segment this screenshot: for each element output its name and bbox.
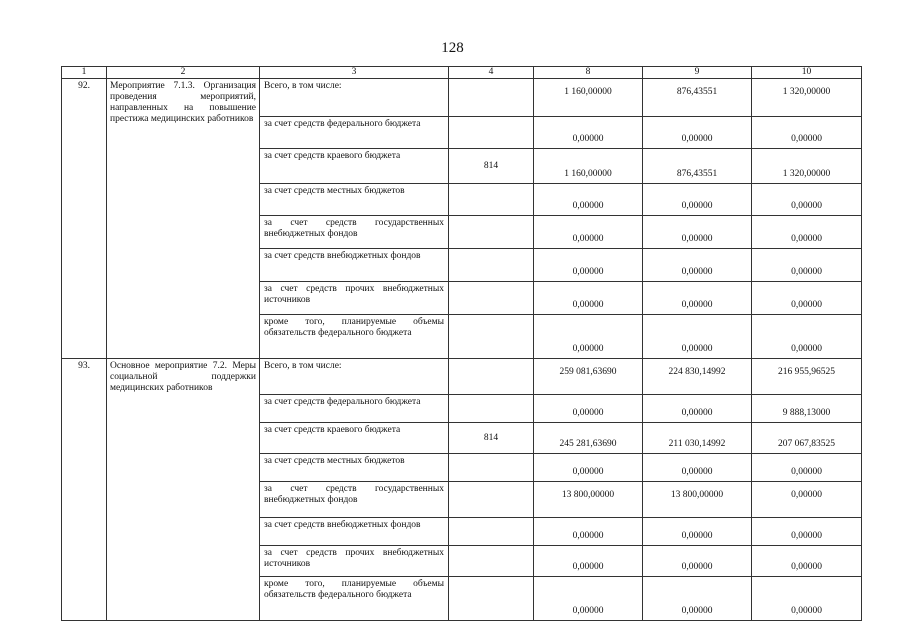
funding-source-label: за счет средств внебюджетных фондов xyxy=(260,249,449,282)
value-col-8: 0,00000 xyxy=(534,577,643,621)
value-col-9: 0,00000 xyxy=(643,282,752,315)
measure-name: Основное мероприятие 7.2. Меры социальной поддержки медицинских работников xyxy=(107,359,260,621)
budget-code: 814 xyxy=(449,423,534,454)
budget-code xyxy=(449,117,534,149)
budget-code xyxy=(449,454,534,482)
value-col-9: 0,00000 xyxy=(643,315,752,359)
value-col-8: 0,00000 xyxy=(534,282,643,315)
row-index: 93. xyxy=(62,359,107,621)
funding-source-label: за счет средств краевого бюджета xyxy=(260,149,449,184)
budget-code xyxy=(449,518,534,546)
value-col-10: 0,00000 xyxy=(752,315,862,359)
value-col-8: 245 281,63690 xyxy=(534,423,643,454)
value-col-10: 0,00000 xyxy=(752,249,862,282)
column-header: 2 xyxy=(107,67,260,79)
value-col-8: 0,00000 xyxy=(534,216,643,249)
column-header: 3 xyxy=(260,67,449,79)
budget-code xyxy=(449,359,534,395)
funding-source-label: Всего, в том числе: xyxy=(260,359,449,395)
value-col-10: 0,00000 xyxy=(752,518,862,546)
funding-source-label: за счет средств федерального бюджета xyxy=(260,395,449,423)
funding-source-label: кроме того, планируемые объемы обязательств федерального бюджета xyxy=(260,577,449,621)
column-header: 9 xyxy=(643,67,752,79)
budget-code xyxy=(449,79,534,117)
column-header: 10 xyxy=(752,67,862,79)
funding-source-label: за счет средств краевого бюджета xyxy=(260,423,449,454)
budget-code xyxy=(449,216,534,249)
budget-code xyxy=(449,315,534,359)
value-col-10: 207 067,83525 xyxy=(752,423,862,454)
value-col-9: 876,43551 xyxy=(643,149,752,184)
column-header: 1 xyxy=(62,67,107,79)
budget-code xyxy=(449,577,534,621)
value-col-9: 0,00000 xyxy=(643,546,752,577)
value-col-8: 1 160,00000 xyxy=(534,79,643,117)
budget-code xyxy=(449,395,534,423)
funding-source-label: за счет средств прочих внебюджетных источников xyxy=(260,282,449,315)
value-col-10: 0,00000 xyxy=(752,454,862,482)
value-col-9: 0,00000 xyxy=(643,577,752,621)
budget-code xyxy=(449,184,534,216)
table-row xyxy=(62,79,862,117)
funding-source-label: за счет средств местных бюджетов xyxy=(260,184,449,216)
funding-source-label: за счет средств федерального бюджета xyxy=(260,117,449,149)
value-col-8: 0,00000 xyxy=(534,546,643,577)
value-col-8: 13 800,00000 xyxy=(534,482,643,518)
value-col-8: 0,00000 xyxy=(534,395,643,423)
funding-source-label: за счет средств прочих внебюджетных источников xyxy=(260,546,449,577)
value-col-9: 876,43551 xyxy=(643,79,752,117)
value-col-10: 0,00000 xyxy=(752,117,862,149)
value-col-8: 259 081,63690 xyxy=(534,359,643,395)
table-header-row xyxy=(62,67,862,79)
value-col-9: 0,00000 xyxy=(643,249,752,282)
page-number: 128 xyxy=(441,40,464,56)
value-col-8: 0,00000 xyxy=(534,117,643,149)
table-row xyxy=(62,359,862,395)
value-col-10: 0,00000 xyxy=(752,216,862,249)
value-col-9: 0,00000 xyxy=(643,117,752,149)
value-col-10: 0,00000 xyxy=(752,482,862,518)
value-col-9: 0,00000 xyxy=(643,395,752,423)
budget-code xyxy=(449,482,534,518)
value-col-9: 13 800,00000 xyxy=(643,482,752,518)
value-col-8: 1 160,00000 xyxy=(534,149,643,184)
value-col-8: 0,00000 xyxy=(534,315,643,359)
value-col-9: 224 830,14992 xyxy=(643,359,752,395)
funding-source-label: кроме того, планируемые объемы обязательств федерального бюджета xyxy=(260,315,449,359)
value-col-8: 0,00000 xyxy=(534,249,643,282)
budget-code xyxy=(449,282,534,315)
funding-source-label: Всего, в том числе: xyxy=(260,79,449,117)
row-index: 92. xyxy=(62,79,107,359)
value-col-10: 1 320,00000 xyxy=(752,149,862,184)
budget-code xyxy=(449,546,534,577)
value-col-10: 9 888,13000 xyxy=(752,395,862,423)
value-col-10: 0,00000 xyxy=(752,184,862,216)
funding-source-label: за счет средств государственных внебюджетных фондов xyxy=(260,482,449,518)
budget-table xyxy=(61,66,862,621)
value-col-9: 211 030,14992 xyxy=(643,423,752,454)
value-col-10: 0,00000 xyxy=(752,577,862,621)
value-col-10: 0,00000 xyxy=(752,282,862,315)
measure-name: Мероприятие 7.1.3. Организация проведения мероприятий, направленных на повышение престижа медицинских работников xyxy=(107,79,260,359)
funding-source-label: за счет средств государственных внебюджетных фондов xyxy=(260,216,449,249)
value-col-10: 1 320,00000 xyxy=(752,79,862,117)
value-col-9: 0,00000 xyxy=(643,184,752,216)
funding-source-label: за счет средств внебюджетных фондов xyxy=(260,518,449,546)
value-col-8: 0,00000 xyxy=(534,184,643,216)
value-col-10: 216 955,96525 xyxy=(752,359,862,395)
value-col-9: 0,00000 xyxy=(643,216,752,249)
value-col-9: 0,00000 xyxy=(643,518,752,546)
funding-source-label: за счет средств местных бюджетов xyxy=(260,454,449,482)
budget-code xyxy=(449,249,534,282)
column-header: 8 xyxy=(534,67,643,79)
value-col-10: 0,00000 xyxy=(752,546,862,577)
value-col-8: 0,00000 xyxy=(534,454,643,482)
budget-code: 814 xyxy=(449,149,534,184)
value-col-9: 0,00000 xyxy=(643,454,752,482)
value-col-8: 0,00000 xyxy=(534,518,643,546)
column-header: 4 xyxy=(449,67,534,79)
